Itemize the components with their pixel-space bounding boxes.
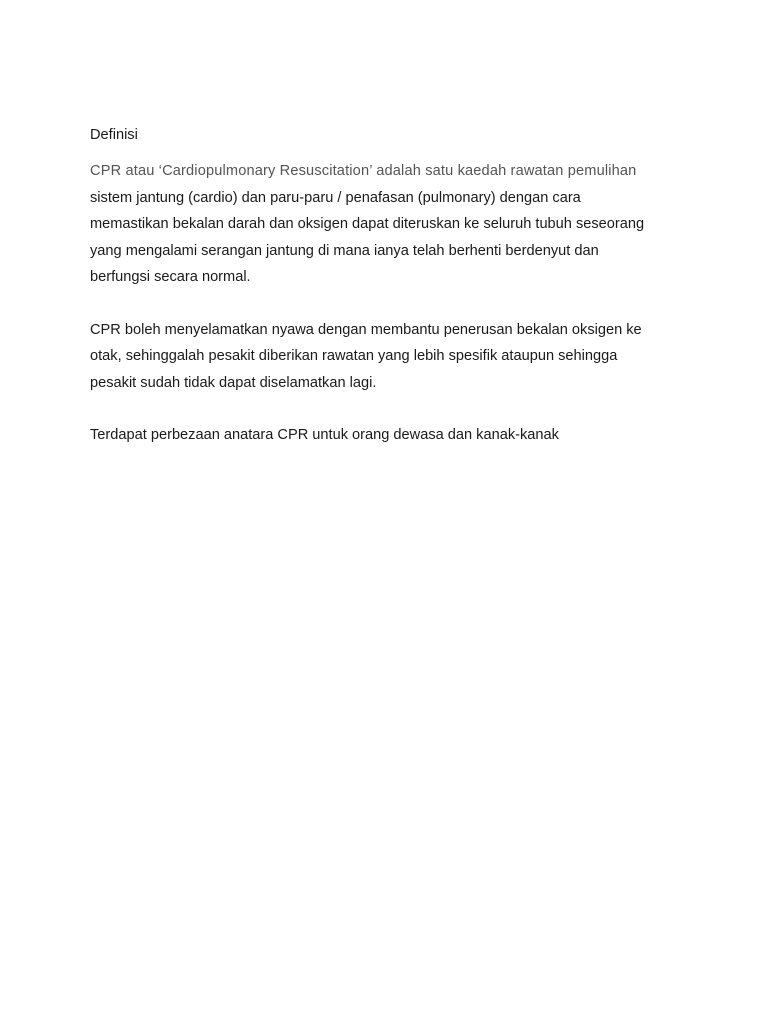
paragraph-line: otak, sehinggalah pesakit diberikan rawatan yang lebih spesifik ataupun sehingga bbox=[90, 348, 618, 364]
paragraph-line: sistem jantung (cardio) dan paru-paru / penafasan (pulmonary) dengan cara bbox=[90, 189, 581, 206]
paragraph-line: memastikan bekalan darah dan oksigen dapat diteruskan ke seluruh tubuh seseorang bbox=[90, 216, 645, 232]
paragraph-difference bbox=[90, 422, 710, 449]
paragraph-line: CPR boleh menyelamatkan nyawa dengan membantu penerusan bekalan oksigen ke bbox=[90, 321, 642, 338]
paragraph-line: Terdapat perbezaan anatara CPR untuk orang dewasa dan kanak-kanak bbox=[90, 427, 559, 443]
paragraph-line: berfungsi secara normal. bbox=[90, 269, 251, 285]
paragraph-line: pesakit sudah tidak dapat diselamatkan lagi. bbox=[90, 374, 377, 391]
section-heading: Definisi bbox=[90, 127, 138, 143]
document-body bbox=[90, 122, 710, 475]
paragraph-definition bbox=[90, 158, 710, 291]
paragraph-line: CPR atau ‘Cardiopulmonary Resuscitation’ adalah satu kaedah rawatan pemulihan bbox=[90, 163, 637, 179]
paragraph-benefit bbox=[90, 317, 710, 397]
paragraph-line: yang mengalami serangan jantung di mana ianya telah berhenti berdenyut dan bbox=[90, 242, 599, 259]
